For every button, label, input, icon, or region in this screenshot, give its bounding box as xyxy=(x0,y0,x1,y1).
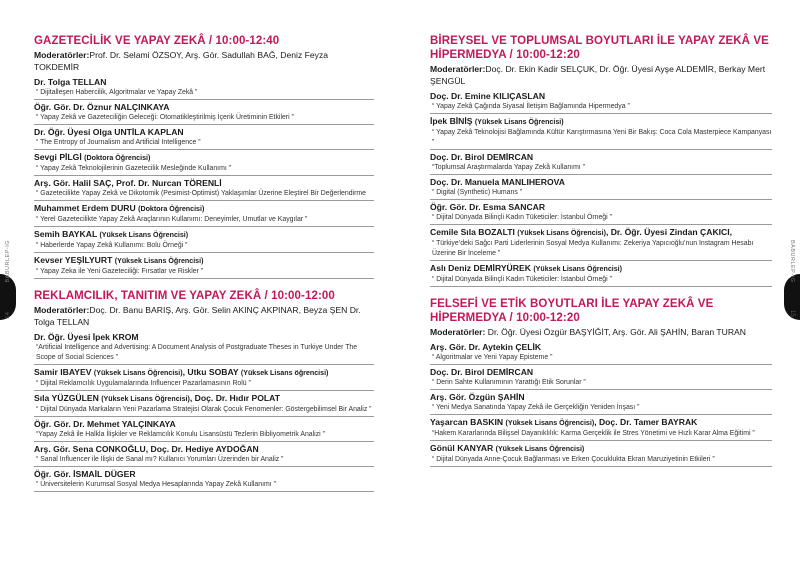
speaker-line xyxy=(34,203,374,215)
program-item xyxy=(34,100,374,125)
program-item xyxy=(34,467,374,492)
talk-title: “ Dijital Dünyada Bilinçli Kadın Tüketiciler: İstanbul Örneği ” xyxy=(432,214,612,221)
moderators-line xyxy=(430,326,772,338)
running-head: BABURLEP-IG xyxy=(5,240,11,283)
program-item xyxy=(430,114,772,150)
talk-title: “Yapay Zekâ ile Halkla İlişkiler ve Reklamcılık Konulu Lisansüstü Tezlerin Bibliyometrik Analizi ” xyxy=(36,431,325,438)
talk-title: “ Haberlerde Yapay Zekâ Kullanımı: Bolu Örneği ” xyxy=(36,242,188,249)
speaker-name: Doç. Dr. Birol DEMİRCAN xyxy=(430,367,534,377)
program-item xyxy=(34,253,374,279)
speaker-line xyxy=(34,77,374,88)
section-title: GAZETECİLİK VE YAPAY ZEKÂ / 10:00-12:40 xyxy=(34,35,280,47)
section-gap xyxy=(34,279,374,289)
program-item xyxy=(430,150,772,175)
talk-title: “ Yapay Zekâ Teknolojilerinin Gazetecilik Mesleğinde Kullanımı ” xyxy=(36,165,231,172)
co-speaker-name: , Utku SOBAY xyxy=(182,367,239,377)
speaker-line xyxy=(430,443,772,455)
talk-title: “ Dijital Dünyada Bilinçli Kadın Tüketiciler: İstanbul Örneği ” xyxy=(432,276,612,283)
program-item xyxy=(430,89,772,114)
speaker-status: (Yüksek Lisans Öğrencisi) xyxy=(533,265,623,273)
speaker-line xyxy=(34,152,374,164)
program-item xyxy=(34,417,374,442)
program-item xyxy=(430,415,772,441)
speaker-name: Sıla YÜZGÜLEN xyxy=(34,393,99,403)
speaker-status: (Doktora Öğrencisi) xyxy=(84,154,151,162)
speaker-line xyxy=(430,367,772,378)
speaker-status: (Yüksek Lisans Öğrencisi) xyxy=(99,231,189,239)
speaker-line xyxy=(430,263,772,275)
speaker-line xyxy=(34,444,374,455)
moderators-names: Dr. Öğr. Üyesi Özgür BAŞYİĞİT, Arş. Gör. Ali ŞAHİN, Baran TURAN xyxy=(485,327,746,337)
speaker-status: (Yüksek Lisans Öğrencisi) xyxy=(517,229,606,237)
section-gap xyxy=(430,287,772,297)
right-column xyxy=(430,34,772,467)
co-speaker-name: , Doç. Dr. Hıdır POLAT xyxy=(189,393,280,403)
program-item xyxy=(34,176,374,201)
program-section xyxy=(430,297,772,467)
speaker-name: Sevgi PİLGİ xyxy=(34,152,82,162)
speaker-line xyxy=(34,102,374,113)
moderators-label: Moderatörler: xyxy=(34,305,90,315)
speaker-name: Dr. Öğr. Üyesi İpek KROM xyxy=(34,332,139,342)
speaker-status: (Yüksek Lisans Öğrencisi) xyxy=(101,395,190,403)
program-section xyxy=(430,34,772,287)
speaker-status: (Yüksek Lisans Öğrencisi) xyxy=(114,257,204,265)
program-item xyxy=(430,225,772,261)
speaker-line xyxy=(430,342,772,353)
speaker-line xyxy=(430,116,772,128)
running-head: BABURLEP-IG xyxy=(789,240,795,283)
speaker-name: Cemile Sıla BOZALTI xyxy=(430,227,515,237)
speaker-line xyxy=(430,202,772,213)
speaker-status: (Yüksek Lisans Öğrencisi) xyxy=(93,369,183,377)
program-item xyxy=(34,75,374,100)
speaker-name: Arş. Gör. Özgün ŞAHİN xyxy=(430,392,525,402)
co-speaker-name: , Dr. Öğr. Üyesi Zindan ÇAKICI, xyxy=(605,227,733,237)
speaker-name: Öğr. Gör. Dr. Esma SANCAR xyxy=(430,202,546,212)
speaker-status: (Yüksek Lisans Öğrencisi) xyxy=(505,419,595,427)
speaker-line xyxy=(430,417,772,429)
speaker-status: (Yüksek Lisans Öğrencisi) xyxy=(474,118,564,126)
speaker-name: Yaşarcan BASKIN xyxy=(430,417,504,427)
speaker-name: Doç. Dr. Manuela MANLIHEROVA xyxy=(430,177,565,187)
speaker-line xyxy=(34,469,374,480)
talk-title: “ Dijitalleşen Habercilik, Algoritmalar ve Yapay Zekâ ” xyxy=(36,89,198,96)
program-item xyxy=(430,175,772,200)
speaker-name: Öğr. Gör. Dr. Mehmet YALÇINKAYA xyxy=(34,419,176,429)
talk-title: “ Dijital Dünyada Anne-Çocuk Bağlanması ve Erken Çocuklukta Ekran Maruziyetinin Etkileri ” xyxy=(432,456,715,463)
speaker-status: (Doktora Öğrencisi) xyxy=(138,205,205,213)
left-column xyxy=(34,34,374,492)
speaker-name: İpek BİNİŞ xyxy=(430,116,473,126)
talk-title: “ Yapay Zekâ Teknolojisi Bağlamında Kültür Karıştırmasına Yeni Bir Bakış: Coca Cola Masterpiece Kampanyası ” xyxy=(432,129,772,146)
page-number: 14 xyxy=(5,312,11,319)
speaker-name: Dr. Tolga TELLAN xyxy=(34,77,107,87)
speaker-name: Muhammet Erdem DURU xyxy=(34,203,136,213)
talk-title: “ Dijital Dünyada Markaların Yeni Pazarlama Stratejisi Olarak Çocuk Fenomenler: Göstergebilimsel Bir Analiz ” xyxy=(36,406,372,413)
speaker-name: Kevser YEŞİLYURT xyxy=(34,255,113,265)
moderators-names: Doç. Dr. Ekin Kadir SELÇUK, Dr. Öğr. Üyesi Ayşe ALDEMİR, Berkay Mert ŞENGÜL xyxy=(430,64,766,86)
program-item xyxy=(430,340,772,365)
section-title: REKLAMCILIK, TANITIM VE YAPAY ZEKÂ / 10:00-12:00 xyxy=(34,290,335,302)
moderators-line xyxy=(430,63,772,87)
talk-title: “ Derin Sahte Kullanımının Yarattığı Etik Sorunlar ” xyxy=(432,379,586,386)
speaker-name: Dr. Öğr. Üyesi Olga UNTİLA KAPLAN xyxy=(34,127,184,137)
speaker-line xyxy=(430,177,772,188)
talk-title: “ Yapay Zeka ile Yeni Gazeteciliği: Fırsatlar ve Riskler ” xyxy=(36,268,204,275)
moderators-label: Moderatörler: xyxy=(430,327,486,337)
program-section xyxy=(34,34,374,279)
page-number: 15 xyxy=(789,310,795,317)
speaker-name: Samir IBAYEV xyxy=(34,367,92,377)
co-speaker-name: , Doç. Dr. Tamer BAYRAK xyxy=(594,417,698,427)
talk-title: “ Algoritmalar ve Yeni Yapay Episteme ” xyxy=(432,354,553,361)
speaker-name: Öğr. Gör. İSMAİL DÜGER xyxy=(34,469,136,479)
talk-title: “ Yerel Gazetecilikte Yapay Zekâ Araçlarının Kullanımı: Deneyimler, Umutlar ve Kaygılar ” xyxy=(36,216,308,223)
speaker-name: Gönül KANYAR xyxy=(430,443,494,453)
speaker-name: Arş. Gör. Sena CONKOĞLU, Doç. Dr. Hediye AYDOĞAN xyxy=(34,444,259,454)
program-item xyxy=(34,330,374,365)
program-item xyxy=(34,391,374,417)
program-item xyxy=(34,227,374,253)
talk-title: “ Türkiye’deki Sağcı Parti Liderlerinin Sosyal Medya Kullanımı: Zekeriya Yapıcıoğlu’nun Instagram Hesabı Üzerine Bir İnceleme ” xyxy=(432,240,754,257)
speaker-status: (Yüksek Lisans Öğrencisi) xyxy=(495,445,585,453)
section-title: FELSEFİ VE ETİK BOYUTLARI İLE YAPAY ZEKÂ VE HİPERMEDYA / 10:00-12:20 xyxy=(430,298,714,324)
program-item xyxy=(34,201,374,227)
speaker-line xyxy=(34,255,374,267)
speaker-name: Doç. Dr. Emine KILIÇASLAN xyxy=(430,91,546,101)
talk-title: “ Yeni Medya Sanatında Yapay Zekâ ile Gerçekliğin Yeniden İnşası ” xyxy=(432,404,640,411)
speaker-name: Arş. Gör. Halil SAÇ, Prof. Dr. Nurcan TÖRENLİ xyxy=(34,178,222,188)
speaker-line xyxy=(430,227,772,239)
speaker-line xyxy=(430,91,772,102)
talk-title: “ Üniversitelerin Kurumsal Sosyal Medya Hesaplarında Yapay Zekâ Kullanımı ” xyxy=(36,481,276,488)
moderators-label: Moderatörler: xyxy=(34,50,90,60)
program-item xyxy=(430,441,772,467)
speaker-name: Öğr. Gör. Dr. Öznur NALÇINKAYA xyxy=(34,102,170,112)
talk-title: “ Gazetecilikte Yapay Zekâ ve Dikotomik (Pesimist-Optimist) Yaklaşımlar Üzerine Eleştirel Bir Değerlendirme xyxy=(36,190,366,197)
speaker-line xyxy=(34,127,374,138)
program-item xyxy=(430,200,772,225)
co-speaker-status: (Yüksek Lisans öğrencisi) xyxy=(240,369,329,377)
speaker-name: Semih BAYKAL xyxy=(34,229,98,239)
program-item xyxy=(34,365,374,391)
program-item xyxy=(34,125,374,150)
speaker-line xyxy=(34,178,374,189)
program-item xyxy=(430,390,772,415)
talk-title: “ Sanal Influencer ile İlişki de Sanal mı? Kullanıcı Yorumları Üzerinden bir Analiz ” xyxy=(36,456,284,463)
program-item xyxy=(430,261,772,287)
moderators-label: Moderatörler: xyxy=(430,64,486,74)
moderators-line xyxy=(34,49,374,73)
speaker-line xyxy=(34,393,374,405)
speaker-line xyxy=(34,367,374,379)
moderators-line xyxy=(34,304,374,328)
talk-title: “ Yapay Zekâ ve Gazeteciliğin Geleceği: Otomatikleştirilmiş İçerik Üretiminin Etkileri ” xyxy=(36,114,294,121)
speaker-name: Aslı Deniz DEMİRYÜREK xyxy=(430,263,531,273)
section-title: BİREYSEL VE TOPLUMSAL BOYUTLARI İLE YAPAY ZEKÂ VE HİPERMEDYA / 10:00-12:20 xyxy=(430,35,769,61)
talk-title: “ Yapay Zekâ Çağında Siyasal İletişim Bağlamında Hipermedya ” xyxy=(432,103,630,110)
program-item xyxy=(34,150,374,176)
speaker-name: Doç. Dr. Birol DEMİRCAN xyxy=(430,152,534,162)
speaker-line xyxy=(34,229,374,241)
talk-title: “Hakem Kararlarında Bilişsel Dayanıklılık: Karma Gerçeklik ile Stres Yönetimi ve Hızlı Karar Alma Eğitimi ” xyxy=(432,430,755,437)
talk-title: “ Dijital Reklamcılık Uygulamalarında Influencer Pazarlamasının Rolü ” xyxy=(36,380,251,387)
speaker-name: Arş. Gör. Dr. Aytekin ÇELİK xyxy=(430,342,542,352)
moderators-names: Doç. Dr. Banu BARIŞ, Arş. Gör. Selin AKINÇ AKPINAR, Beyza ŞEN Dr. Tolga TELLAN xyxy=(34,305,361,327)
right-page xyxy=(400,0,800,580)
talk-title: “Toplumsal Araştırmalarda Yapay Zekâ Kullanımı ” xyxy=(432,164,585,171)
program-section xyxy=(34,289,374,492)
program-item xyxy=(430,365,772,390)
speaker-line xyxy=(34,419,374,430)
talk-title: “ The Entropy of Journalism and Artificial Intelligence ” xyxy=(36,139,201,146)
talk-title: “Artificial Intelligence and Advertising: A Document Analysis of Postgraduate Theses in Turkiye Under The Scope of Social Sciences ” xyxy=(36,344,358,361)
speaker-line xyxy=(34,332,374,343)
moderators-names: Prof. Dr. Selami ÖZSOY, Arş. Gör. Sadullah BAĞ, Deniz Feyza TOKDEMİR xyxy=(34,50,329,72)
speaker-line xyxy=(430,392,772,403)
program-item xyxy=(34,442,374,467)
talk-title: “ Digital (Synthetic) Humans ” xyxy=(432,189,522,196)
speaker-line xyxy=(430,152,772,163)
